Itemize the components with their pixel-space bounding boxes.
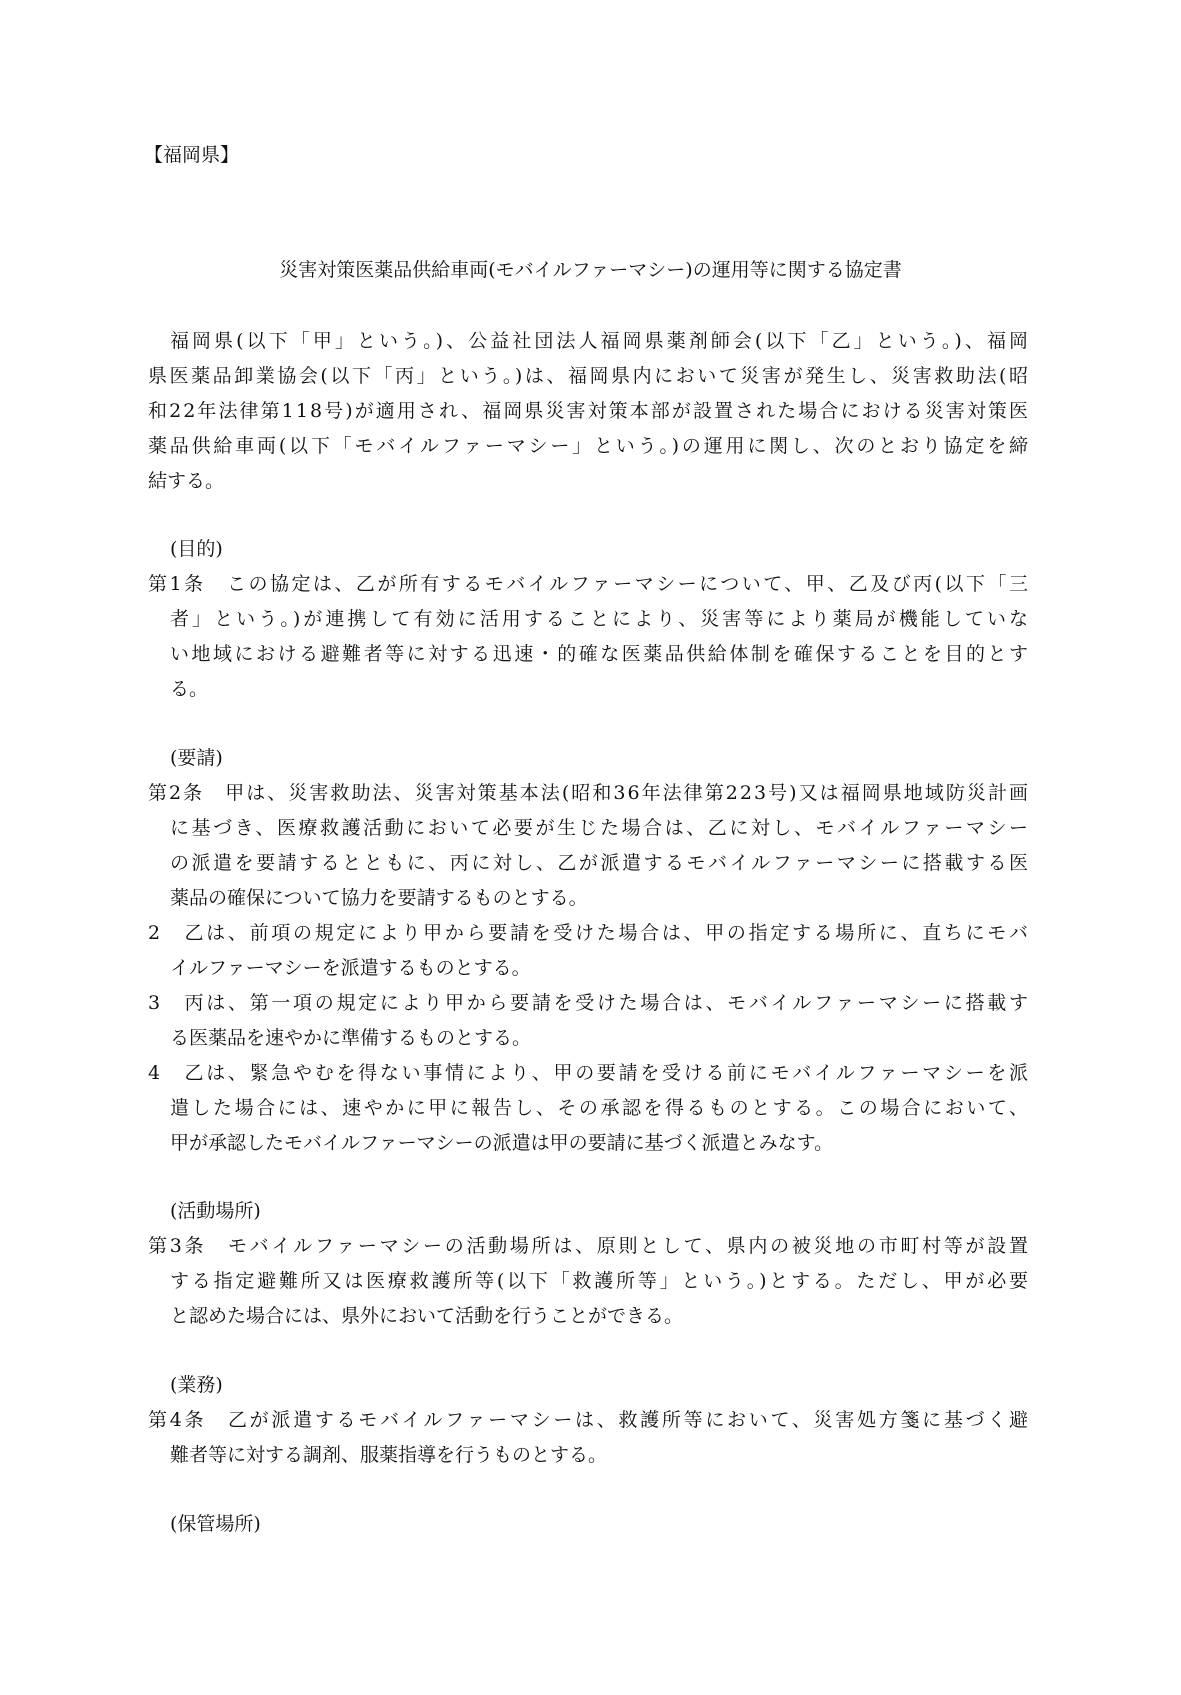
paragraph-4-line: 4 乙は、緊急やむを得ない事情により、甲の要請を受ける前にモバイルファーマシーを派 bbox=[148, 1062, 1031, 1084]
preamble-line: 薬品供給車両(以下「モバイルファーマシー」という。)の運用に関し、次のとおり協定を締 bbox=[148, 435, 1031, 457]
article-heading: (要請) bbox=[170, 747, 223, 769]
document-title: 災害対策医薬品供給車両(モバイルファーマシー)の運用等に関する協定書 bbox=[279, 259, 902, 281]
article-line: する指定避難所又は医療救護所等(以下「救護所等」という。)とする。ただし、甲が必要 bbox=[170, 1270, 1031, 1292]
article-line: の派遣を要請するとともに、丙に対し、乙が派遣するモバイルファーマシーに搭載する医 bbox=[170, 852, 1031, 874]
article-line: 第4条 乙が派遣するモバイルファーマシーは、救護所等において、災害処方箋に基づく避 bbox=[148, 1409, 1031, 1431]
preamble-line: 福岡県(以下「甲」という。)、公益社団法人福岡県薬剤師会(以下「乙」という。)、福岡 bbox=[170, 330, 1032, 352]
paragraph-3-line: る医薬品を速やかに準備するものとする。 bbox=[170, 1027, 532, 1049]
article-heading: (目的) bbox=[170, 538, 223, 560]
article-line: 者」という。)が連携して有効に活用することにより、災害等により薬局が機能していな bbox=[170, 608, 1032, 630]
article-line: 第3条 モバイルファーマシーの活動場所は、原則として、県内の被災地の市町村等が設置 bbox=[148, 1235, 1031, 1257]
paragraph-4-line: 遣した場合には、速やかに甲に報告し、その承認を得るものとする。この場合において、 bbox=[170, 1097, 1031, 1119]
paragraph-2-line: 2 乙は、前項の規定により甲から要請を受けた場合は、甲の指定する場所に、直ちにモバ bbox=[148, 922, 1031, 944]
prefecture-label: 【福岡県】 bbox=[144, 144, 240, 166]
article-line: る。 bbox=[170, 678, 209, 700]
paragraph-3-line: 3 丙は、第一項の規定により甲から要請を受けた場合は、モバイルファーマシーに搭載す bbox=[148, 992, 1031, 1014]
article-line: に基づき、医療救護活動において必要が生じた場合は、乙に対し、モバイルファーマシー bbox=[170, 817, 1031, 839]
preamble-line: 和22年法律第118号)が適用され、福岡県災害対策本部が設置された場合における災害対策医 bbox=[148, 400, 1031, 422]
article-line: と認めた場合には、県外において活動を行うことができる。 bbox=[170, 1305, 684, 1327]
article-line: い地域における避難者等に対する迅速・的確な医薬品供給体制を確保することを目的とす bbox=[170, 643, 1031, 665]
article-line: 難者等に対する調剤、服薬指導を行うものとする。 bbox=[170, 1444, 608, 1466]
article-line: 第2条 甲は、災害救助法、災害対策基本法(昭和36年法律第223号)又は福岡県地域防災計画 bbox=[148, 782, 1031, 804]
paragraph-4-line: 甲が承認したモバイルファーマシーの派遣は甲の要請に基づく派遣とみなす。 bbox=[170, 1132, 834, 1154]
article-line: 第1条 この協定は、乙が所有するモバイルファーマシーについて、甲、乙及び丙(以下「三 bbox=[148, 573, 1031, 595]
preamble-line: 県医薬品卸業協会(以下「丙」という。)は、福岡県内において災害が発生し、災害救助法(昭 bbox=[148, 365, 1031, 387]
article-heading: (活動場所) bbox=[170, 1200, 261, 1222]
article-heading: (保管場所) bbox=[170, 1513, 261, 1535]
preamble-line: 結する。 bbox=[148, 470, 225, 492]
paragraph-2-line: イルファーマシーを派遣するものとする。 bbox=[170, 957, 531, 979]
article-line: 薬品の確保について協力を要請するものとする。 bbox=[170, 887, 588, 909]
article-heading: (業務) bbox=[170, 1374, 223, 1396]
